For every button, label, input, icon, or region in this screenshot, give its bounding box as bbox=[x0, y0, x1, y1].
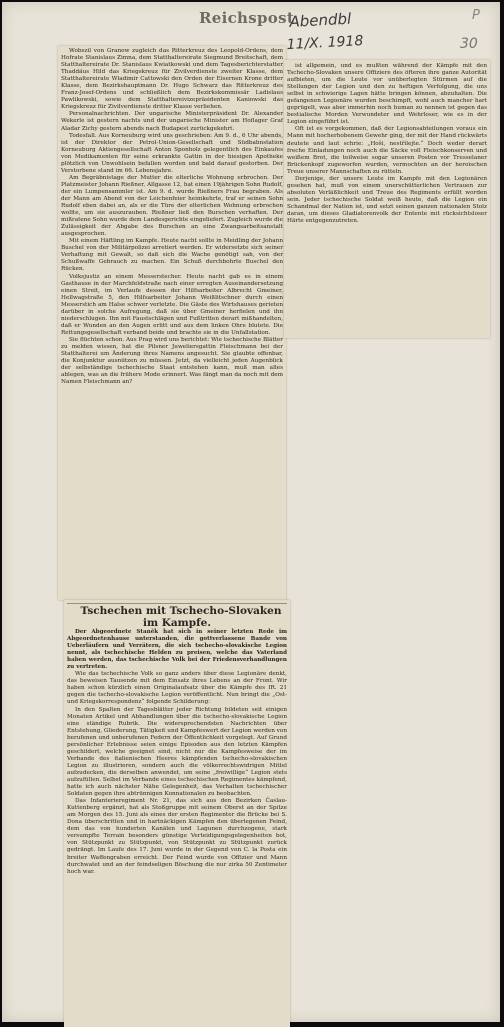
paragraph: ist allgemein, und es mußten während der Kämpfe mit den Tschecho-Slovaken unsere Offiziere des öfteren ihre ganze Autorität aufbieten, um die Leute vor unüberlegten Stürmen auf die Stellungen der Legion und den zu heftigen Verfolgung, die uns selbst in schwierige Lagen hätte bringen können, abzuhalten. Die gefangenen Legionäre wurden beschimpft, wohl auch mancher hart geprügelt, was aber immerhin noch human zu nennen ist gegen das bestialische Morden Verwundeter und Wehrloser, wie es in der Legion eingeführt ist. bbox=[287, 63, 487, 126]
paragraph: Personalnachrichten. Der ungarische Ministerpräsident Dr. Alexander Wekerle ist gestern nachts und der ungarische Minister am Hoflager Graf Aladar Zichy gestern abends nach Budapest zurückgekehrt. bbox=[61, 111, 283, 132]
paragraph: Sie flüchten schon. Aus Prag wird uns berichtet: Wie tschechische Blätter zu melden wissen, hat die Pilsner Juweliersgattin Fleischmann bei der Statthalterei um Änderung ihres Namens angesucht. Sie glaubte offenbar, die Konjunktur ausnützen zu müssen. Jetzt, da vielleicht jeden Augenblick der selbständige tschechische Staat entstehen kann, muß man alles ablegen, was an die frühere Mode erinnert. Was fängt man da noch mit dem Namen Fleischmann an? bbox=[61, 336, 283, 386]
paragraph: Todesfall. Aus Korneuburg wird uns geschrieben: Am 9. d., 6 Uhr abends, ist der Direktor der Petrol-Union-Gesellschaft und Südbahnstation Korneuburg Aktiengesellschaft Anton Sponholz gelegentlich des Einkaufes von Medikamenten für seine erkrankte Gattin in der hiesigen Apotheke plötzlich von Unwohlsein befallen worden und bald darauf gestorben. Der Verstorbene stand im 66. Lebensjahre. bbox=[61, 132, 283, 174]
newspaper-name: Reichspost bbox=[199, 9, 295, 27]
clipping-article bbox=[64, 600, 290, 1027]
paragraph: Oft ist es vorgekommen, daß der Legionsabteilungen voraus ein Mann mit hocherhobenem Gewehr ging, der mit der Hand rückwärts deutete und laut schrie: „Hoši, nestřílejte.“ Doch weder derart freche Einladungen noch auch die Säcke voll Fleischkonserven und weißem Brot, die teilweise sogar unseren Posten vor Tresselaner Brückenkopf zugeworfen wurden, vermochten an der heroischen Treue unserer Mannschaften zu rütteln. bbox=[287, 126, 487, 175]
clipping-left-column bbox=[58, 46, 286, 600]
paragraph: In den Spalten der Tagesblätter jeder Richtung bildeten seit einigen Monaten Artikel und Abhandlungen über die tschecho-slovakische Legion eine ständige Rubrik. Die widersprechendsten Nachrichten über Entstehung, Gliederung, Tätigkeit und Kampfeswert der Legion werden von berufenen und unberufenen Federn der Öffentlichkeit vorgelegt. Auf Grund persönlicher Erlebnisse seien einige Episoden aus den letzten Kämpfen geschildert, welche geeignet sind, nicht nur die Kampfesweise der im Verbande des italienischen Heeres kämpfenden tschecho-slovakischen Legion zu illustrieren, sondern auch die völkerrechtswidrigen Mittel aufzudecken, die derselben anwendet, um seine „freiwillige“ Legion stets aufzufüllen. Selbst im Verbande eines tschechischen Regimentes kämpfend, hatte ich auch nächster Nähe Gelegenheit, das Verhalten tschechischer Soldaten gegen ihre abtrünnigen Konnationalen zu beobachten. bbox=[67, 706, 287, 798]
clipping-right-column bbox=[284, 60, 490, 338]
handwritten-date: 11/X. 1918 bbox=[286, 33, 364, 54]
paragraph: Wobszil von Granow zugleich das Ritterkreuz des Leopold-Ordens, dem Hofrate Stanislaus Zimna, dem Statthaltereirate Siegmund Breitschaft, dem Statthaltereirate Dr. Stanislaus Kwiatkowski und dem Tagesberichterstatter Thaddäus Hild das Kriegskreuz für Zivilverdienste zweiter Klasse, dem Statthaltereirate Wladimir Cattowski den Orden der Eisernen Krone dritter Klasse, dem Bezirkshauptmann Dr. Hugo Schwarz das Ritterkreuz des Franz-Josef-Ordens und schließlich dem Bezirkskommissär Ladislaus Pawlikowski, sowie dem Statthaltereivizepräsidenten Kaniowski das Kriegskreuz für Zivilverdienste dritter Klasse verliehen. bbox=[61, 48, 283, 111]
handwritten-note bbox=[286, 7, 401, 54]
page-number: 30 bbox=[460, 36, 478, 52]
scrapbook-page bbox=[2, 2, 500, 1022]
paragraph: Volksjustiz an einem Messerstecher. Heute nacht gab es in einem Gasthause in der Marchfeldstraße nach einer erregten Auseinandersetzung einen Streit, im Verlaufe dessen der Hilfsarbeiter Albrecht Gmeiner, Hellwagstraße 5, den Hilfsarbeiter Johann Weißlitschner durch einen Messerstich am Halse schwer verletzte. Die Gäste des Wirtshauses gerieten darüber in solche Aufregung, daß sie über Gmeiner herfielen und ihn niederschlugen. Ihn mit Faustschlägen und Fußtritten derart mißhandelten, daß er Wunden an den Augen erlitt und aus dem linken Ohre blutete. Die Rettungsgesellschaft verband beide und brachte sie in die Unfallstation. bbox=[61, 273, 283, 336]
article-title: Tschechen mit Tschecho-Slovaken im Kampfe. bbox=[80, 605, 282, 629]
paragraph: Das Infanterieregiment Nr. 21, das sich aus den Bezirken Časlau-Kuttenberg ergänzt, hat als Stoßgruppe mit seinem Oberst an der Spitze am Morgen des 15. Juni als eines der ersten Regimenter die Brücke bei S. Dona überschritten und in hartnäckigen Kämpfen den überlegenen Feind, dem das von hunderten Kanälen und Lagunen durchzogene, stark versumpfte Terrain besonders günstige Verteidigungsgelegenheiten bot, von Stützpunkt zu Stützpunkt, von Stützpunkt zu Stützpunkt zurück gedrängt. Im Laufe des 17. Juni wurde in der Gegend von C. la Posta ein breiter Waffengraben erreicht. Der Feind wurde von Offizier und Mann durchwatet und an der feindseligen Böschung die nur zirka 50 Zentimeter hoch war. bbox=[67, 798, 287, 875]
paragraph: Am Begräbnistage der Mutter die elterliche Wohnung erbrochen. Der Platzmeister Johann Rießner, Allgasse 12, hat einen 19jährigen Sohn Rudolf, der ein Lumpensammler ist. Am 9. d. wurde Rießners Frau begraben. Als der Mann am Abend von der Leichenfeier heimkehrte, traf er seinen Sohn Rudolf eben dabei an, als er die Türe der elterlichen Wohnung erbrochen wollte, um sie auszurauben. Rießner ließ den Burschen verhaften. Der mißratene Sohn wurde dem Landesgerichte eingeliefert. Zugleich wurde die Zulässigkeit der Abgabe des Burschen an eine Zwangsarbeitsanstalt ausgesprochen. bbox=[61, 174, 283, 238]
corner-mark: P bbox=[472, 8, 480, 23]
paragraph: Wie das tschechische Volk so ganz anders über diese Legionäre denkt, das beweisen Tausende mit dem Einsatz ihres Lebens an der Front. Wir haben schon kürzlich einen Originalaufsatz über die Kämpfe des IR. 21 gegen die tschecho-slovakische Legion veröffentlicht. Nun bringt die „Ost- und Kriegskorrespondenz“ folgende Schilderung: bbox=[67, 671, 287, 706]
paragraph: Derjenige, der unsere Leute im Kampfe mit den Legionären gesehen hat, muß von einem unerschütterlichen Vertrauen zur absoluten Verläßlichkeit und Treue des Regiments erfüllt worden sein. Jeder tschechische Soldat weiß heute, daß die Legion ein Schandmal der Nation ist, und setzt seinen ganzen nationalen Stolz daran, um dieses Gladiatorenvolk der Entente mit rücksichtsloser Härte entgegenzutreten. bbox=[287, 175, 487, 225]
article-lede: Der Abgeordnete Staněk hat sich in seiner letzten Rede im Abgeordnetenhause unterstanden, die gottverlassene Bande von Ueberläufern und Verrätern, die sich tschecho-slovakische Legion nennt, als tschechische Helden zu preisen, welche das Vaterland haben werden, das tschechische Volk bei der Friedensverhandlungen zu vertreten. bbox=[67, 629, 287, 671]
paragraph: Mit einem Häftling im Kampfe. Heute nacht sollte in Meidling der Johann Buschel von der Militärpolizei arretiert werden. Er widersetzte sich seiner Verhaftung mit Gewalt, so daß sich die Wache genötigt sah, von der Schußwaffe Gebrauch zu machen. Ein Schuß durchbohrte Buschel den Rücken. bbox=[61, 238, 283, 273]
divider bbox=[67, 603, 287, 604]
handwritten-edition: Abendbl bbox=[289, 9, 352, 31]
